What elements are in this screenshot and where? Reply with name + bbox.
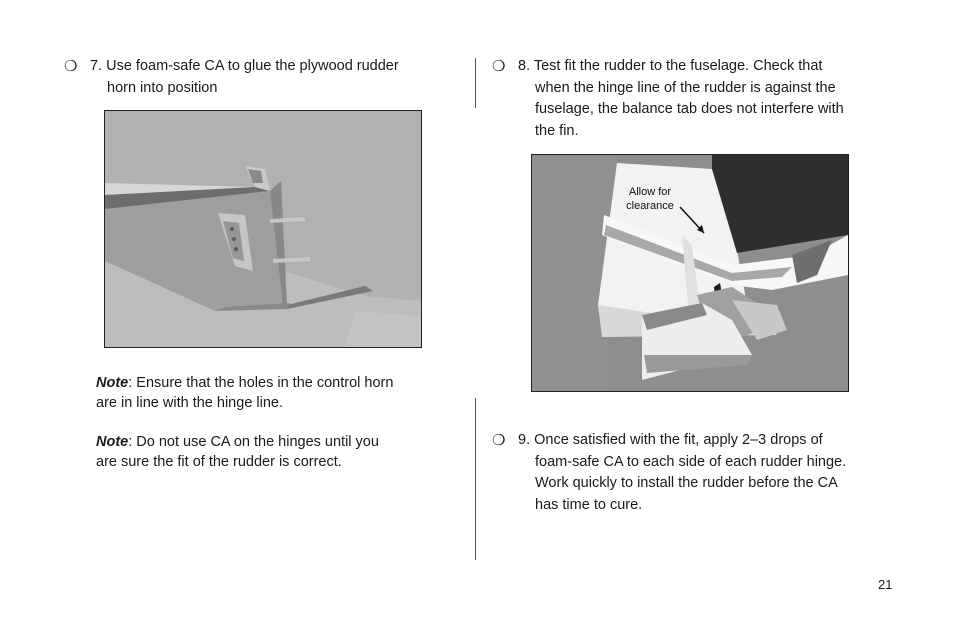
column-divider-bottom xyxy=(475,398,476,560)
checkbox-icon: ❍ xyxy=(492,58,506,75)
step-9 xyxy=(492,430,882,516)
note-1 xyxy=(96,374,426,413)
rudder-fit-photo xyxy=(531,154,849,392)
rudder-horn-illustration xyxy=(105,111,421,347)
step-9-line-2: foam-safe CA to each side of each rudder hinge. xyxy=(535,453,847,470)
note-1-label: Note xyxy=(96,375,129,391)
column-divider-top xyxy=(475,58,476,108)
step-9-line-3: Work quickly to install the rudder before the CA xyxy=(535,475,838,491)
rudder-horn-photo xyxy=(104,110,422,348)
note-1-line-2: are in line with the hinge line. xyxy=(96,394,284,411)
step-8-line-3: fuselage, the balance tab does not interfere with xyxy=(535,101,844,117)
note-2 xyxy=(96,433,426,472)
note-1-line-1: : Ensure that the holes in the control horn xyxy=(128,375,394,391)
rudder-fit-illustration xyxy=(532,155,848,391)
note-2-line-1: : Do not use CA on the hinges until you xyxy=(128,434,379,450)
step-7 xyxy=(64,56,444,99)
checkbox-icon: ❍ xyxy=(64,58,78,75)
clearance-label-line-1: Allow for xyxy=(628,186,672,198)
note-2-label: Note xyxy=(96,434,129,450)
step-8-line-1: 8. Test fit the rudder to the fuselage. Check that xyxy=(518,58,823,74)
note-2-line-2: are sure the fit of the rudder is correct. xyxy=(96,453,342,470)
step-7-line-1: 7. Use foam-safe CA to glue the plywood rudder xyxy=(90,58,399,74)
step-9-line-1: 9. Once satisfied with the fit, apply 2–3 drops of xyxy=(518,432,823,448)
checkbox-icon: ❍ xyxy=(492,432,506,449)
step-9-line-4: has time to cure. xyxy=(535,496,643,513)
clearance-label-line-2: clearance xyxy=(626,200,674,212)
step-8 xyxy=(492,56,872,142)
step-8-line-2: when the hinge line of the rudder is against the xyxy=(535,79,836,96)
page-number: 21 xyxy=(878,577,893,592)
step-7-line-2: horn into position xyxy=(107,79,218,96)
step-8-line-4: the fin. xyxy=(535,122,579,139)
